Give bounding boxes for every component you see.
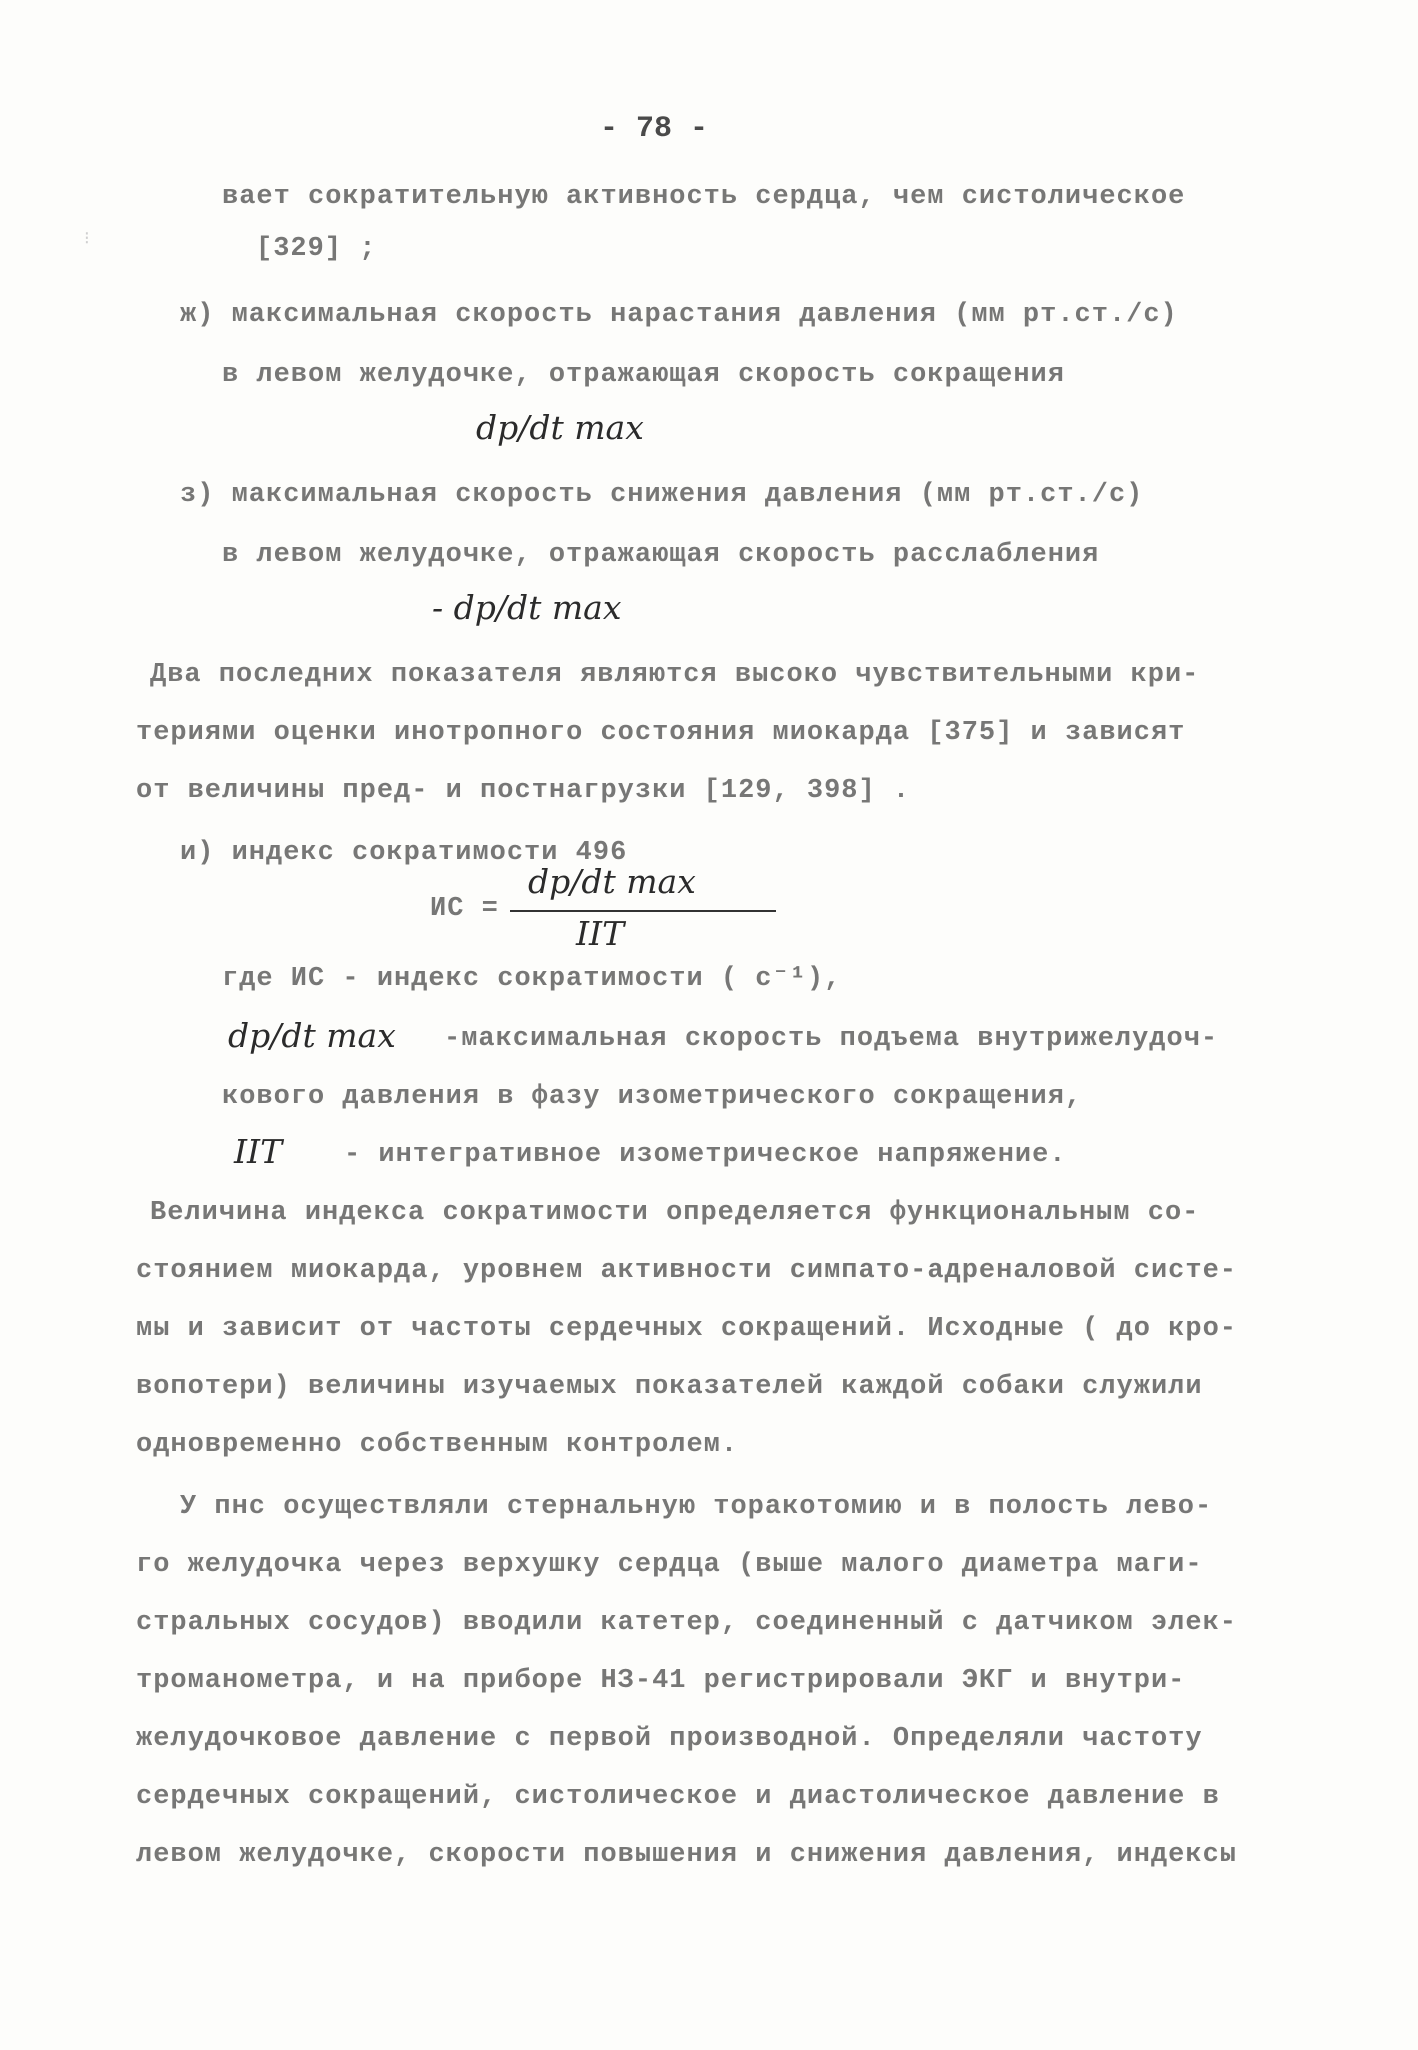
- paragraph-line: сердечных сокращений, систолическое и диастолическое давление в: [136, 1782, 1220, 1812]
- definition-line: -максимальная скорость подъема внутрижелудоч-: [444, 1024, 1219, 1054]
- list-item-zh: ж) максимальная скорость нарастания давления (мм рт.ст./с): [180, 300, 1178, 330]
- paragraph-line: одновременно собственным контролем.: [136, 1430, 739, 1460]
- formula-numerator: dp/dt max: [528, 862, 696, 901]
- handwritten-formula: dp/dt max: [476, 408, 644, 447]
- paragraph-line: левом желудочке, скорости повышения и снижения давления, индексы: [136, 1840, 1237, 1870]
- paragraph-line: У пнс осуществляли стернальную торакотомию и в полость лево-: [180, 1492, 1213, 1522]
- text-line: в левом желудочке, отражающая скорость сокращения: [222, 360, 1065, 390]
- paragraph-line: го желудочка через верхушку сердца (выше малого диаметра маги-: [136, 1550, 1203, 1580]
- paragraph-line: желудочковое давление с первой производной. Определяли частоту: [136, 1724, 1203, 1754]
- list-item-z: з) максимальная скорость снижения давления (мм рт.ст./с): [180, 480, 1144, 510]
- text-line: вает сократительную активность сердца, чем систолическое: [222, 182, 1186, 212]
- paragraph-line: от величины пред- и постнагрузки [129, 398] .: [136, 776, 911, 806]
- paragraph-line: Два последних показателя являются высоко чувствительными кри-: [150, 660, 1200, 690]
- handwritten-formula: - dp/dt max: [432, 588, 622, 627]
- handwritten-symbol: dp/dt max: [228, 1016, 396, 1055]
- formula-denominator: IIT: [576, 914, 625, 953]
- paragraph-line: вопотери) величины изучаемых показателей каждой собаки служили: [136, 1372, 1203, 1402]
- page-number: - 78 -: [600, 112, 709, 146]
- definition-line: где ИС - индекс сократимости ( с⁻¹),: [222, 964, 842, 994]
- paragraph-line: стоянием миокарда, уровнем активности симпато-адреналовой систе-: [136, 1256, 1237, 1286]
- formula-lhs: ИС =: [430, 894, 499, 924]
- paragraph-line: стральных сосудов) вводили катетер, соединенный с датчиком элек-: [136, 1608, 1237, 1638]
- fraction-bar: [510, 910, 776, 912]
- definition-line: кового давления в фазу изометрического сокращения,: [222, 1082, 1083, 1112]
- paragraph-line: троманометра, и на приборе НЗ-41 регистрировали ЭКГ и внутри-: [136, 1666, 1186, 1696]
- citation-line: [329] ;: [256, 234, 377, 264]
- handwritten-symbol: IIT: [234, 1132, 283, 1171]
- margin-mark: ⁝: [84, 230, 90, 250]
- paragraph-line: териями оценки инотропного состояния миокарда [375] и зависят: [136, 718, 1186, 748]
- paragraph-line: Величина индекса сократимости определяется функциональным со-: [150, 1198, 1200, 1228]
- definition-line: - интегративное изометрическое напряжение.: [344, 1140, 1067, 1170]
- text-line: в левом желудочке, отражающая скорость расслабления: [222, 540, 1100, 570]
- list-item-i: и) индекс сократимости 496: [180, 838, 628, 868]
- paragraph-line: мы и зависит от частоты сердечных сокращений. Исходные ( до кро-: [136, 1314, 1237, 1344]
